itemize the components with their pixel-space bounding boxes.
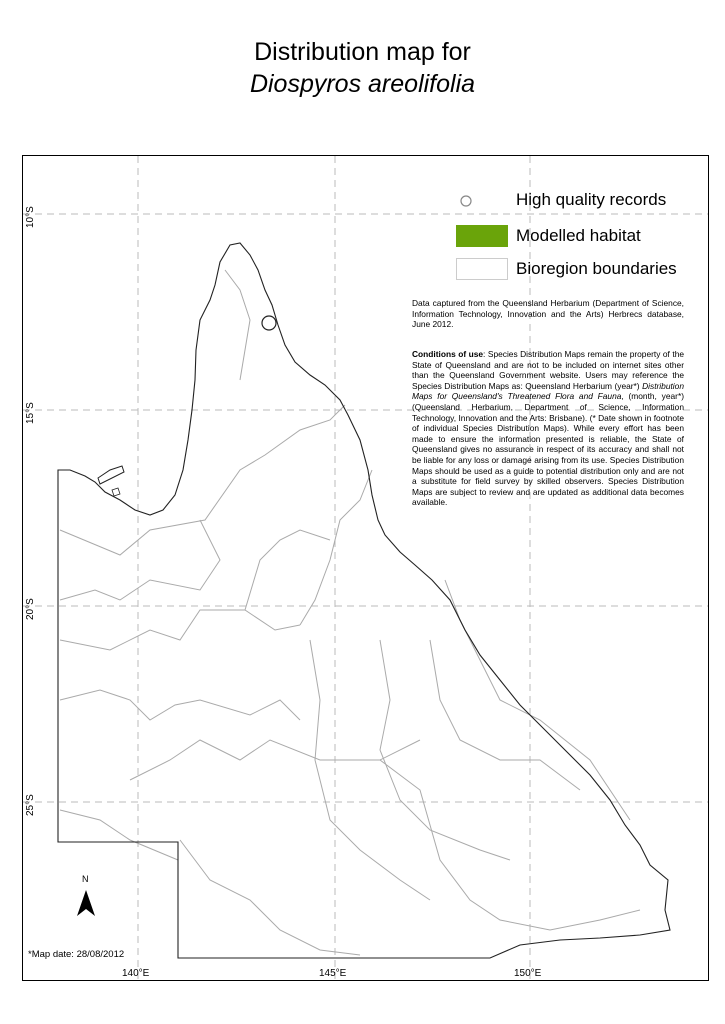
record-point[interactable] bbox=[262, 316, 276, 330]
legend-records-label: High quality records bbox=[516, 190, 667, 209]
conditions-heading: Conditions of use bbox=[412, 349, 484, 359]
bioregion-line bbox=[380, 760, 640, 930]
bioregion-line bbox=[180, 840, 360, 955]
island bbox=[112, 488, 120, 496]
legend-bioregion-label: Bioregion boundaries bbox=[516, 259, 677, 278]
map-date: *Map date: 28/08/2012 bbox=[28, 949, 125, 960]
north-label: N bbox=[82, 874, 89, 884]
conditions-publication-title: Distribution Maps for Queensland's Threatened Flora and Fauna bbox=[412, 380, 684, 402]
conditions-of-use bbox=[412, 349, 684, 508]
bioregion-line bbox=[60, 405, 345, 555]
x-label-145e: 145°E bbox=[319, 968, 347, 979]
conditions-text-1: : Species Distribution Maps remain the property of the State of Queensland and are not to be included on internet sites other than the Queensland Government website. Users may reference the Species Distribution Maps as: Queensland Herbarium (year*) bbox=[412, 349, 685, 391]
graticule bbox=[23, 156, 708, 980]
y-label-20s: 20°S bbox=[25, 598, 36, 620]
bioregion-line bbox=[60, 690, 300, 720]
y-label-10s: 10°S bbox=[25, 206, 36, 228]
legend-record-symbol bbox=[456, 191, 476, 211]
bioregion-line bbox=[245, 530, 330, 610]
bioregion-line bbox=[310, 640, 430, 900]
y-label-25s: 25°S bbox=[25, 794, 36, 816]
bioregion-line bbox=[430, 640, 580, 790]
legend-habitat-swatch bbox=[456, 225, 508, 247]
bioregion-line bbox=[445, 580, 630, 820]
bioregion-line bbox=[300, 470, 372, 625]
conditions-text-2: , (month, year*) (Queensland Herbarium, Department of Science, Information Technology, Innovation and the Arts: Brisbane). (* Date shown in footnote of individual Species Distribution Maps). While every effort has been made to ensure the information presented is reliable, the State of Queensland gives no assurance in respect of its accuracy and shall not be liable for any loss or damage arising from its use. Species Distribution Maps should be used as a guide to potential distribution only and are not a substitute for field survey by skilled observers. Species Distribution Maps are subject to review and are updated as additional data becomes available. bbox=[412, 391, 684, 508]
bioregion-line bbox=[130, 740, 420, 780]
legend-habitat-label: Modelled habitat bbox=[516, 226, 641, 245]
island bbox=[98, 466, 124, 484]
y-label-15s: 15°S bbox=[25, 402, 36, 424]
north-arrow-icon bbox=[75, 888, 97, 918]
bioregion-line bbox=[60, 610, 300, 650]
x-label-140e: 140°E bbox=[122, 968, 150, 979]
bioregion-line bbox=[60, 520, 220, 600]
data-source-note: Data captured from the Queensland Herbarium (Department of Science, Information Technology, Innovation and the Arts) Herbrecs database, June 2012. bbox=[412, 298, 684, 330]
x-label-150e: 150°E bbox=[514, 968, 542, 979]
legend-bioregion-swatch bbox=[456, 258, 508, 280]
bioregion-line bbox=[225, 270, 250, 380]
map-title-species: Diospyros areolifolia bbox=[249, 70, 476, 98]
bioregion-line bbox=[60, 810, 178, 860]
map-title-line1: Distribution map for bbox=[254, 38, 471, 66]
